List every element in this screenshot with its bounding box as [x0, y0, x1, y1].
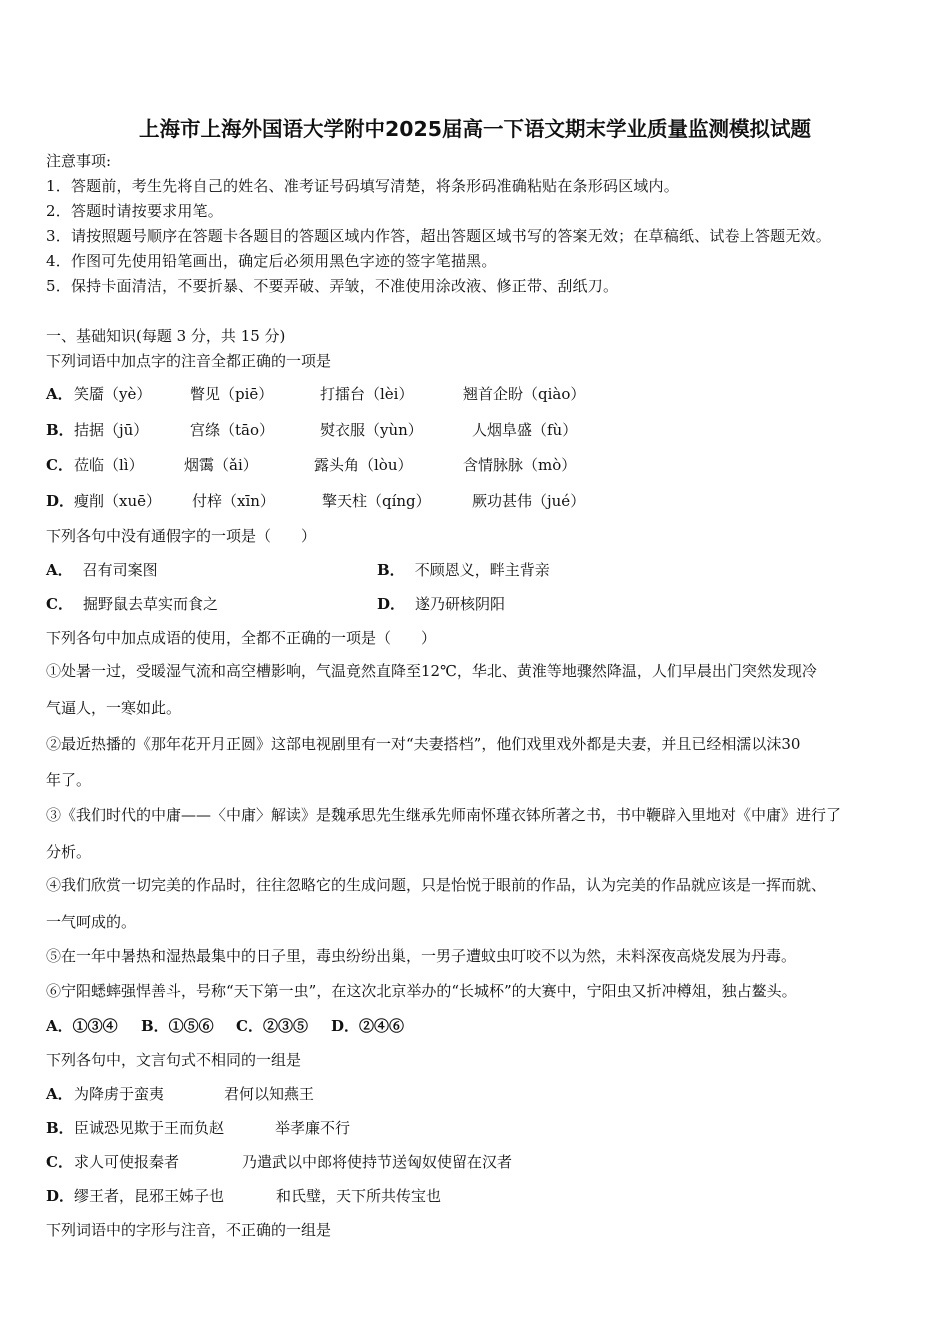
sentence-line: 一气呵成的。 [46, 913, 137, 931]
option-item: 瘦削（xuē） [74, 492, 161, 510]
option-label: D． [46, 1187, 75, 1205]
answer-choice: A．①③④ [46, 1017, 118, 1035]
option-item: 熨衣服（yùn） [320, 421, 423, 439]
sentence-line: ①处暑一过，受暖湿气流和高空槽影响，气温竟然直降至12℃，华北、黄淮等地骤然降温，人们早晨出门突然发现冷 [46, 662, 817, 680]
option-left: 求人可使报秦者 [74, 1153, 180, 1171]
option-item: 付梓（xīn） [192, 492, 275, 510]
option-b: B． 不顾恩义，畔主背亲 [377, 561, 550, 579]
notice-heading: 注意事项: [46, 152, 112, 170]
option-label: A． [46, 385, 73, 403]
sentence-line: ②最近热播的《那年花开月正圆》这部电视剧里有一对“夫妻搭档”，他们戏里戏外都是夫妻，并且已经相濡以沫30 [46, 735, 801, 753]
sentence-line: 分析。 [46, 843, 92, 861]
answer-choice: D．②④⑥ [331, 1017, 405, 1035]
option-item: 宫绦（tāo） [190, 421, 275, 439]
notice-item: 5．保持卡面清洁，不要折暴、不要弄破、弄皱，不准使用涂改液、修正带、刮纸刀。 [46, 277, 619, 295]
notice-item: 1．答题前，考生先将自己的姓名、准考证号码填写清楚，将条形码准确粘贴在条形码区域内。 [46, 177, 679, 195]
option-left: 为降虏于蛮夷 [74, 1085, 165, 1103]
option-right: 和氏璧，天下所共传宝也 [276, 1187, 442, 1205]
sentence-line: ③《我们时代的中庸——〈中庸〉解读》是魏承思先生继承先师南怀瑾衣钵所著之书，书中鞭辟入里地对《中庸》进行了 [46, 806, 842, 824]
option-item: 翘首企盼（qiào） [463, 385, 586, 403]
answer-choice: C．②③⑤ [236, 1017, 308, 1035]
option-label: C． [46, 456, 73, 474]
option-item: 笑靥（yè） [74, 385, 152, 403]
notice-item: 2．答题时请按要求用笔。 [46, 202, 223, 220]
option-label: B． [46, 1119, 74, 1137]
option-item: 厥功甚伟（jué） [472, 492, 586, 510]
sentence-line: 年了。 [46, 771, 92, 789]
question-stem: 下列词语中加点字的注音全都正确的一项是 [46, 352, 332, 370]
option-a: A． 召有司案图 [46, 561, 158, 579]
option-right: 乃遣武以中郎将使持节送匈奴使留在汉者 [242, 1153, 513, 1171]
option-label: C． [46, 1153, 73, 1171]
notice-item: 4．作图可先使用铅笔画出，确定后必须用黑色字迹的签字笔描黑。 [46, 252, 497, 270]
question-stem: 下列各句中，文言句式不相同的一组是 [46, 1051, 302, 1069]
option-c: C． 掘野鼠去草实而食之 [46, 595, 218, 613]
option-item: 擎天柱（qíng） [322, 492, 431, 510]
option-label: D． [46, 492, 75, 510]
answer-choice: B．①⑤⑥ [141, 1017, 214, 1035]
option-item: 打擂台（lèi） [320, 385, 414, 403]
page-title: 上海市上海外国语大学附中2025届高一下语文期末学业质量监测模拟试题 [138, 117, 812, 141]
option-item: 莅临（lì） [74, 456, 144, 474]
sentence-line: 气逼人，一寒如此。 [46, 699, 182, 717]
option-d: D． 遂乃研核阴阳 [377, 595, 506, 613]
option-label: B． [46, 421, 74, 439]
option-left: 缪王者，昆邪王姊子也 [74, 1187, 225, 1205]
option-item: 瞥见（piē） [190, 385, 274, 403]
option-item: 含情脉脉（mò） [463, 456, 577, 474]
option-right: 举孝廉不行 [275, 1119, 351, 1137]
option-item: 烟霭（ǎi） [184, 456, 258, 474]
question-stem: 下列各句中没有通假字的一项是（ ） [46, 527, 317, 545]
option-item: 人烟阜盛（fù） [472, 421, 578, 439]
notice-item: 3．请按照题号顺序在答题卡各题目的答题区域内作答，超出答题区域书写的答案无效；在草稿纸、试卷上答题无效。 [46, 227, 831, 245]
option-item: 拮据（jū） [74, 421, 149, 439]
sentence-line: ⑥宁阳蟋蟀强悍善斗，号称“天下第一虫”，在这次北京举办的“长城杯”的大赛中，宁阳虫又折冲樽俎，独占鳌头。 [46, 982, 797, 1000]
question-stem: 下列各句中加点成语的使用，全都不正确的一项是（ ） [46, 629, 437, 647]
option-left: 臣诚恐见欺于王而负赵 [74, 1119, 225, 1137]
sentence-line: ④我们欣赏一切完美的作品时，往往忽略它的生成问题，只是怡悦于眼前的作品，认为完美的作品就应该是一挥而就、 [46, 876, 827, 894]
question-stem: 下列词语中的字形与注音，不正确的一组是 [46, 1221, 332, 1239]
sentence-line: ⑤在一年中暑热和湿热最集中的日子里，毒虫纷纷出巢，一男子遭蚊虫叮咬不以为然，未料深夜高烧发展为丹毒。 [46, 947, 797, 965]
option-right: 君何以知燕王 [224, 1085, 315, 1103]
option-label: A． [46, 1085, 73, 1103]
option-item: 露头角（lòu） [314, 456, 413, 474]
section-heading: 一、基础知识(每题 3 分，共 15 分) [46, 327, 286, 345]
